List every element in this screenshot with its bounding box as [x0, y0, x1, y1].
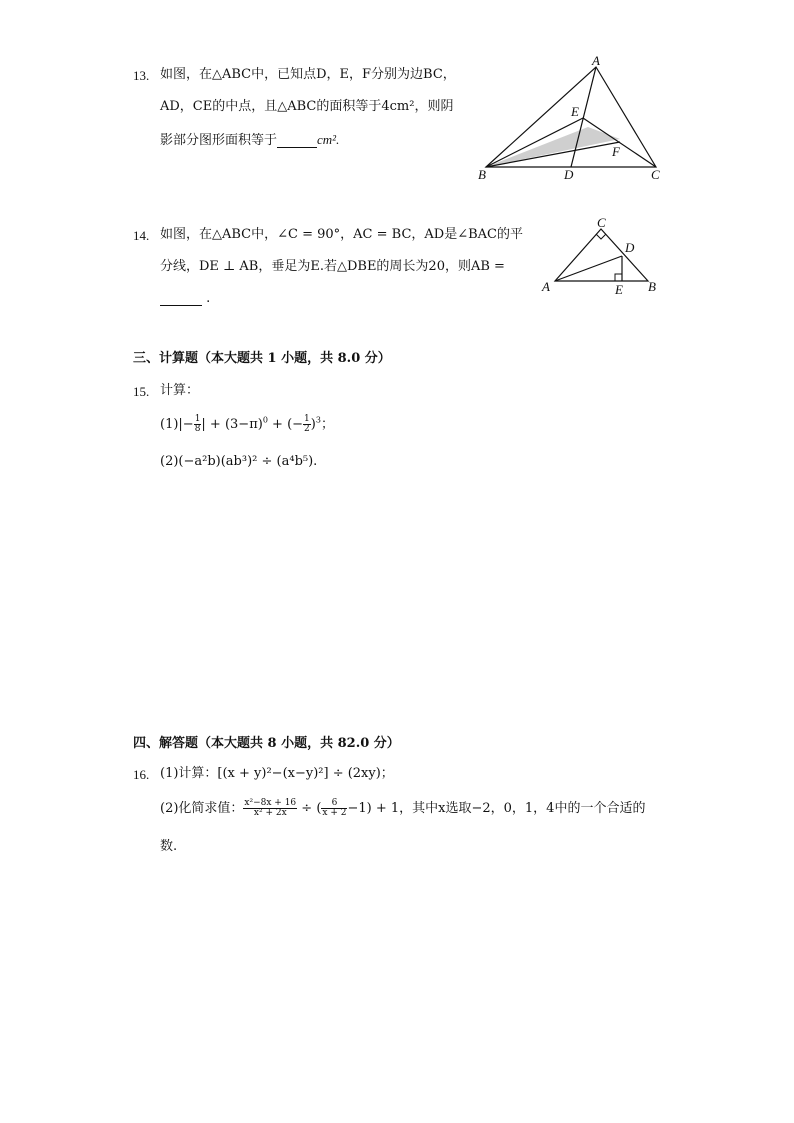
q15-part1-fraction2-denominator: 2 — [304, 424, 310, 434]
q14-label-a: A — [542, 279, 550, 294]
q14-label-e: E — [615, 282, 623, 297]
q13-number: 13. — [133, 68, 150, 83]
q16-part2-fraction2-numerator: 6 — [321, 799, 347, 809]
q14-label-b: B — [648, 279, 656, 294]
q14-label-c: C — [597, 216, 606, 230]
q13-text-line3-prefix: 影部分图形面积等于 — [160, 133, 278, 148]
q16-part2-fraction1-numerator: x²−8x + 16 — [244, 797, 297, 808]
q15-part1-exp3: 3 — [315, 415, 321, 425]
q14-answer-blank — [160, 292, 202, 306]
q16-part2-seg1: (2)化简求值： — [160, 801, 244, 816]
q14-number: 14. — [133, 228, 150, 243]
q16-number: 16. — [133, 767, 150, 782]
q15-part1-seg1: (1)|− — [160, 417, 194, 432]
q15-part1-fraction2 — [303, 415, 311, 435]
section4-title: 四、解答题（本大题共 8 小题，共 82.0 分） — [133, 736, 400, 751]
q16-part2-fraction1-denominator: x² + 2x — [253, 808, 287, 818]
q14-label-d: D — [625, 240, 635, 255]
q13-text-line3 — [160, 133, 339, 148]
q15-intro: 计算： — [160, 383, 200, 398]
q15-part1-seg3: + (− — [267, 417, 304, 432]
q14-text-line1: 如图，在△ABC中，∠C = 90°，AC = BC，AD是∠BAC的平 — [160, 227, 523, 242]
q13-text-line2: AD，CE的中点，且△ABC的面积等于4cm²，则阴 — [160, 99, 454, 114]
q15-part1 — [160, 414, 334, 436]
q13-label-b: B — [478, 167, 486, 182]
q16-part2-fraction1 — [243, 799, 297, 819]
q13-text-line3-unit: cm². — [317, 132, 340, 147]
q16-part2-seg3: −1) + 1，其中x选取−2，0，1，4中的一个合适的 — [347, 801, 646, 816]
q15-part1-seg2: | + (3−π) — [201, 417, 263, 432]
q14-triangle-abc — [555, 229, 648, 281]
q15-part1-exp0: 0 — [262, 415, 268, 425]
q14-segment-ad — [555, 256, 622, 281]
q15-part1-seg5: ； — [320, 417, 334, 432]
q14-text-line3 — [160, 292, 210, 306]
q13-label-d: D — [564, 167, 574, 182]
q13-label-f: F — [612, 144, 620, 159]
q13-text-line1: 如图，在△ABC中，已知点D，E，F分别为边BC， — [160, 67, 456, 82]
q13-label-a: A — [592, 55, 600, 68]
q13-label-c: C — [651, 167, 660, 182]
q15-part1-seg4: ) — [310, 417, 316, 432]
q16-part2-seg2: ÷ ( — [297, 801, 322, 816]
q13-answer-blank — [277, 134, 317, 148]
q14-text-line2: 分线，DE ⊥ AB，垂足为E.若△DBE的周长为20，则AB = — [160, 259, 505, 274]
q15-part1-fraction1-denominator: 8 — [194, 424, 201, 434]
q16-part2 — [160, 796, 645, 822]
q16-part2-fraction2 — [321, 799, 347, 819]
q16-part2-line2: 数. — [160, 839, 178, 854]
q14-right-angle-e — [615, 274, 622, 281]
q15-part1-fraction1-numerator: 1 — [194, 413, 201, 424]
q14-figure — [538, 216, 668, 298]
q15-part2: (2)(−a²b)(ab³)² ÷ (a⁴b⁵). — [160, 454, 318, 469]
q15-number: 15. — [133, 384, 150, 399]
q16-part2-fraction2-denominator: x + 2 — [322, 808, 347, 818]
q13-figure — [470, 55, 670, 185]
q15-part1-fraction2-numerator: 1 — [304, 413, 310, 424]
q16-part1: (1)计算：[(x + y)²−(x−y)²] ÷ (2xy)； — [160, 766, 394, 781]
q13-label-e: E — [571, 104, 579, 119]
section3-title: 三、计算题（本大题共 1 小题，共 8.0 分） — [133, 351, 391, 366]
q14-right-angle-c — [596, 234, 606, 239]
q14-text-line3-period: . — [206, 291, 211, 306]
